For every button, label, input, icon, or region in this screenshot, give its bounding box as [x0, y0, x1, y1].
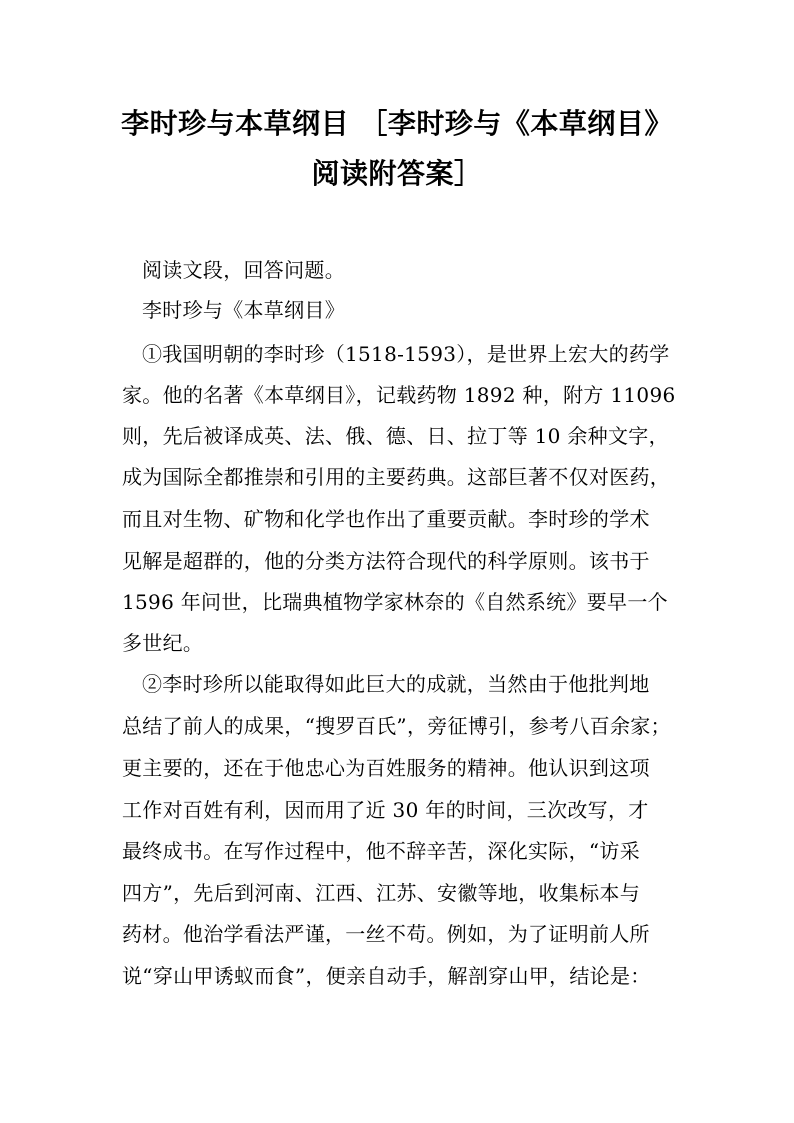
paragraph-line: ②李时珍所以能取得如此巨大的成就，当然由于他批判地 — [142, 672, 650, 696]
paragraph-line: 说“穿山甲诱蚁而食”，便亲自动手，解剖穿山甲，结论是： — [122, 964, 651, 988]
paragraph-line: ①我国明朝的李时珍（1518-1593），是世界上宏大的药学 — [142, 342, 670, 366]
paragraph-line: 更主要的，还在于他忠心为百姓服务的精神。他认识到这项 — [122, 756, 650, 780]
paragraph-line: 家。他的名著《本草纲目》，记载药物 1892 种，附方 11096 — [122, 383, 676, 407]
paragraph-line: 多世纪。 — [122, 631, 204, 655]
paragraph-line: 成为国际全都推崇和引用的主要药典。这部巨著不仅对医药， — [122, 465, 671, 489]
paragraph-line: 阅读文段，回答问题。 — [142, 258, 345, 282]
paragraph-line: 工作对百姓有利，因而用了近 30 年的时间，三次改写，才 — [122, 798, 649, 822]
document-title-line-1: 李时珍与本草纲目 ［李时珍与《本草纲目》 — [121, 107, 673, 140]
paragraph-line: 而且对生物、矿物和化学也作出了重要贡献。李时珍的学术 — [122, 507, 650, 531]
paragraph-line: 最终成书。在写作过程中，他不辞辛苦，深化实际，“访采 — [122, 839, 641, 863]
paragraph-line: 李时珍与《本草纲目》 — [142, 298, 345, 322]
document-title-line-2: 阅读附答案］ — [311, 157, 483, 190]
paragraph-line: 总结了前人的成果，“搜罗百氏”，旁征博引，参考八百余家； — [122, 714, 671, 738]
paragraph-line: 四方”，先后到河南、江西、江苏、安徽等地，收集标本与 — [122, 881, 641, 905]
paragraph-line: 见解是超群的，他的分类方法符合现代的科学原则。该书于 — [122, 549, 650, 573]
paragraph-line: 药材。他治学看法严谨，一丝不苟。例如，为了证明前人所 — [122, 922, 650, 946]
paragraph-line: 1596 年问世，比瑞典植物学家林奈的《自然系统》要早一个 — [122, 590, 668, 614]
paragraph-line: 则，先后被译成英、法、俄、德、日、拉丁等 10 余种文字， — [122, 424, 669, 448]
